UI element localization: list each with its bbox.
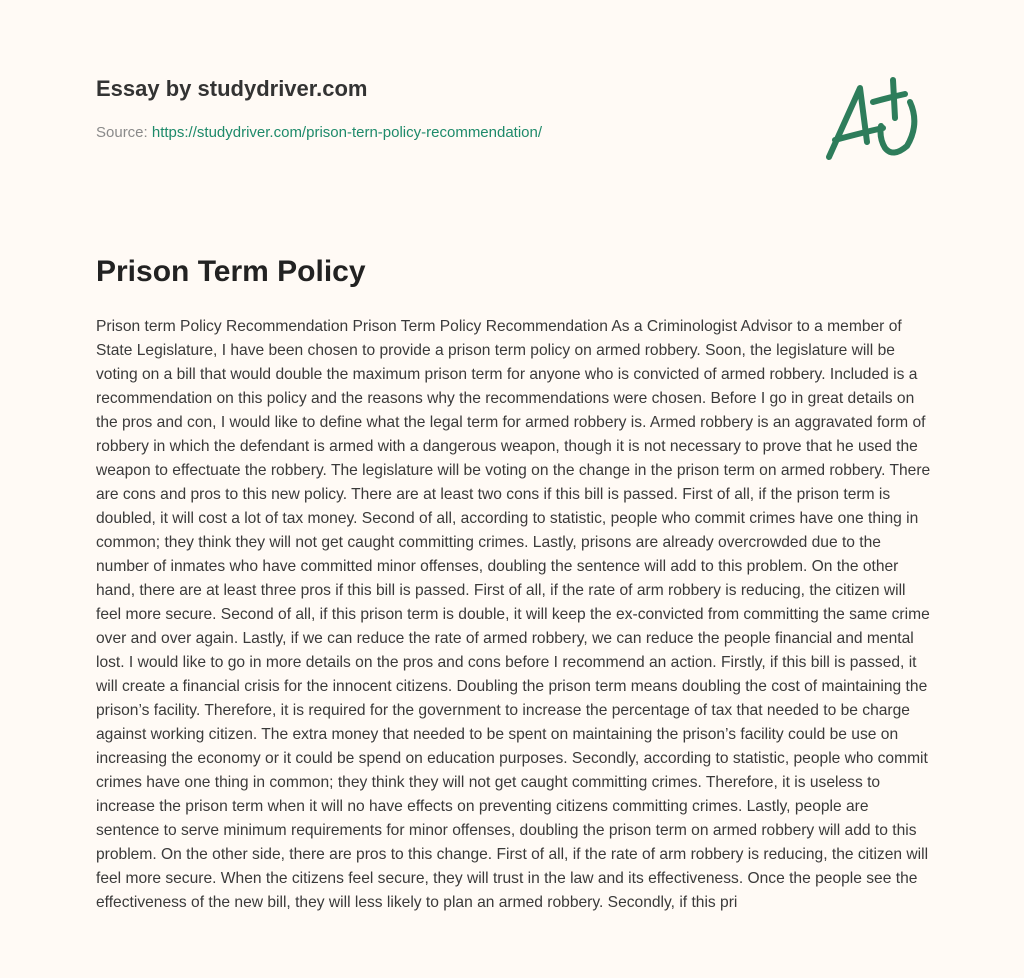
source-label: Source: [96, 124, 148, 141]
essay-title: Prison Term Policy [96, 255, 366, 288]
site-brand: Essay by studydriver.com [96, 76, 368, 101]
source-link[interactable]: https://studydriver.com/prison-tern-policy-recommendation/ [151, 124, 543, 141]
essay-body: Prison term Policy Recommendation Prison Term Policy Recommendation As a Criminologist Advisor to a member of State Legislature, I have been chosen to provide a prison term policy on armed robbery. Soon, the legislature will be voting on a bill that would double the maximum prison term for anyone who is convicted of armed robbery. Included is a recommendation on this policy and the reasons why the recommendations were chosen. Before I go in great details on the pros and con, I would like to define what the legal term for armed robbery is. Armed robbery is an aggravated form of robbery in which the defendant is armed with a dangerous weapon, though it is not necessary to prove that he used the weapon to effectuate the robbery. The legislature will be voting on the change in the prison term on armed robbery. There are cons and pros to this new policy. There are at least two cons if this bill is passed. First of all, if the prison term is doubled, it will cost a lot of tax money. Second of all, according to statistic, people who commit crimes have one thing in common; they think they will not get caught committing crimes. Lastly, prisons are already overcrowded due to the number of inmates who have committed minor offenses, doubling the sentence will add to this problem. On the other hand, there are at least three pros if this bill is passed. First of all, if the rate of arm robbery is reducing, the citizen will feel more secure. Second of all, if this prison term is double, it will keep the ex-convicted from committing the same crime over and over again. Lastly, if we can reduce the rate of armed robbery, we can reduce the people financial and mental lost. I would like to go in more details on the pros and cons before I recommend an action. Firstly, if this bill is passed, it will create a financial crisis for the innocent citizens. Doubling the prison term means doubling the cost of maintaining the prison’s facility. Therefore, it is required for the government to increase the percentage of tax that needed to be charge against working citizen. The extra money that needed to be spent on maintaining the prison’s facility could be use on increasing the economy or it could be spend on education purposes. Secondly, according to statistic, people who commit crimes have one thing in common; they think they will not get caught committing crimes. Therefore, it is useless to increase the prison term when it will no have effects on preventing citizens committing crimes. Lastly, people are sentence to serve minimum requirements for minor offenses, doubling the prison term on armed robbery will add to this problem. On the other side, there are pros to this change. First of all, if the rate of arm robbery is reducing, the citizen will feel more secure. When the citizens feel secure, they will trust in the law and its effectiveness. Once the people see the effectiveness of the new bill, they will less likely to plan an armed robbery. Secondly, if this pri [96, 318, 931, 911]
source-line [96, 124, 542, 141]
a-plus-logo-icon [815, 62, 945, 172]
